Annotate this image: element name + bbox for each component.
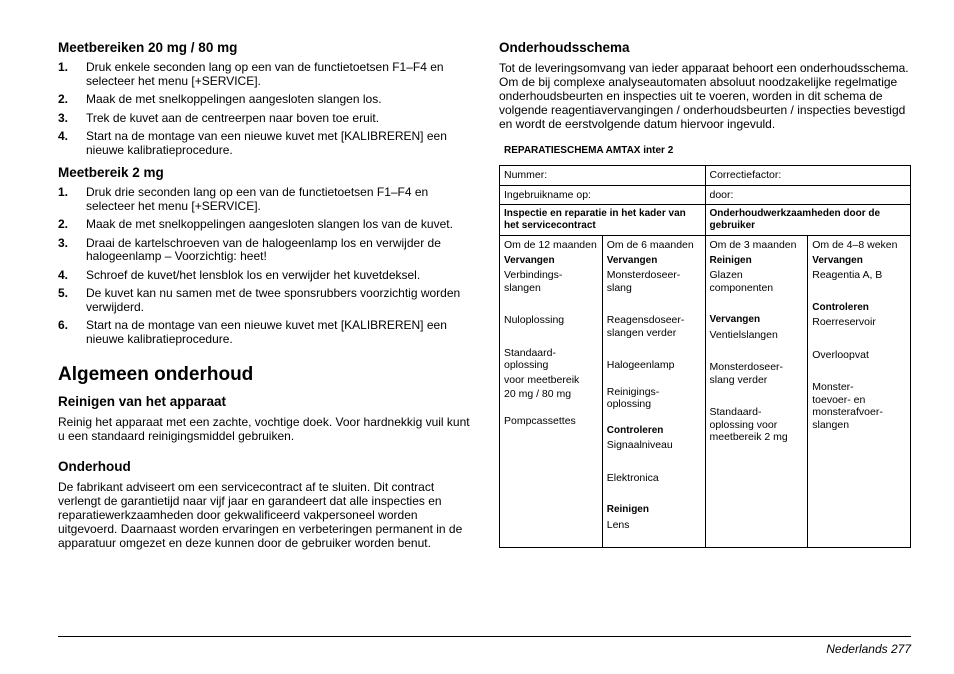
step-number: 2. bbox=[58, 92, 69, 106]
list-item bbox=[58, 287, 470, 314]
task-item: Overloopvat bbox=[812, 348, 869, 361]
task-item: Reinigings- oplossing bbox=[606, 385, 660, 410]
task-item: Halogeenlamp bbox=[606, 359, 675, 371]
step-text: Druk enkele seconden lang op een van de functietoetsen F1–F4 en selecteer het menu [+SERVICE]. bbox=[86, 60, 444, 88]
interval-label: Om de 6 maanden bbox=[606, 239, 694, 251]
task-item: 20 mg / 80 mg bbox=[504, 388, 572, 400]
steps-list-2 bbox=[58, 186, 470, 346]
task-item: Monsterdoseer- slang bbox=[606, 269, 681, 294]
table-cell: Ingebruikname op: bbox=[500, 185, 706, 205]
list-item bbox=[58, 93, 470, 107]
footer-divider bbox=[58, 636, 911, 637]
step-text: Maak de met snelkoppelingen aangesloten slangen los van de kuvet. bbox=[86, 217, 453, 231]
step-text: Druk drie seconden lang op een van de functietoetsen F1–F4 en selecteer het menu [+SERVICE]. bbox=[86, 185, 429, 213]
interval-label: Om de 4–8 weken bbox=[812, 239, 898, 251]
table-cell: Onderhoudwerkzaamheden door de gebruiker bbox=[705, 205, 911, 236]
repair-schedule-table bbox=[499, 165, 911, 548]
step-text: Trek de kuvet aan de centreerpen naar boven toe eruit. bbox=[86, 110, 380, 125]
task-item: Glazen componenten bbox=[709, 269, 774, 294]
task-item: Pompcassettes bbox=[504, 414, 576, 427]
step-number: 1. bbox=[58, 185, 69, 199]
step-number: 6. bbox=[58, 318, 69, 332]
table-cell: door: bbox=[705, 185, 911, 205]
steps-list-1 bbox=[58, 61, 470, 157]
schedule-intro: Tot de leveringsomvang van ieder apparaat behoort een onderhoudsschema. Om de bij complexe analyseautomaten absoluut noodzakelijke regelmatige onderhoudsbeurten en inspecties uit te voeren, worden in dit schema de volgende reagentiavervangingen / onderhoudsbeurten / inspecties bevestigd en wordt de eerstvolgende datum hiervoor ingevuld. bbox=[499, 61, 909, 131]
table-row bbox=[500, 236, 911, 548]
section-title-meetbereik-2mg: Meetbereik 2 mg bbox=[58, 165, 164, 180]
step-number: 3. bbox=[58, 110, 69, 125]
interval-label: Om de 3 maanden bbox=[709, 239, 797, 251]
list-item bbox=[58, 237, 470, 264]
task-category: Vervangen bbox=[606, 254, 658, 266]
step-text: Start na de montage van een nieuwe kuvet met [KALIBREREN] een nieuwe kalibratieprocedure. bbox=[86, 318, 447, 346]
task-category: Vervangen bbox=[812, 254, 863, 266]
list-item bbox=[58, 130, 470, 157]
section-title-onderhoud: Onderhoud bbox=[58, 459, 131, 474]
table-cell: Correctiefactor: bbox=[705, 166, 911, 186]
task-item: Monsterdoseer- slang verder bbox=[709, 361, 784, 386]
maintenance-text: De fabrikant adviseert om een servicecontract af te sluiten. Dit contract verlengt de garantietijd naar vijf jaar en garandeert dat alle inspecties en reparatiewerkzaamheden door gekwalificeerd vakpersoneel worden uitgevoerd. Daarnaast worden ervaringen en verbeteringen permanent in de apparatuur omgezet en deze kunnen door de gebruiker worden benut. bbox=[58, 480, 463, 550]
section-title-reinigen: Reinigen van het apparaat bbox=[58, 394, 227, 409]
task-item: Signaalniveau bbox=[606, 439, 673, 451]
table-row bbox=[500, 166, 911, 186]
task-item: Ventielslangen bbox=[709, 328, 778, 341]
task-item: Lens bbox=[606, 518, 630, 531]
cleaning-text: Reinig het apparaat met een zachte, vochtige doek. Voor hardnekkig vuil kunt u een standaard reinigingsmiddel gebruiken. bbox=[58, 415, 470, 443]
task-category: Controleren bbox=[606, 424, 664, 436]
section-title-onderhoudsschema: Onderhoudsschema bbox=[499, 40, 630, 55]
step-number: 4. bbox=[58, 129, 69, 143]
task-item: voor meetbereik bbox=[504, 373, 580, 386]
step-text: Start na de montage van een nieuwe kuvet met [KALIBREREN] een nieuwe kalibratieprocedure. bbox=[86, 129, 447, 157]
task-category: Vervangen bbox=[709, 314, 761, 325]
table-cell: Nummer: bbox=[500, 166, 706, 186]
step-number: 5. bbox=[58, 286, 69, 300]
table-row bbox=[500, 185, 911, 205]
list-item bbox=[58, 61, 470, 88]
list-item bbox=[58, 186, 470, 213]
step-number: 3. bbox=[58, 235, 69, 250]
task-category: Controleren bbox=[812, 301, 869, 313]
schedule-column bbox=[602, 236, 705, 548]
task-category: Reinigen bbox=[709, 254, 752, 266]
step-text: Schroef de kuvet/het lensblok los en verwijder het kuvetdeksel. bbox=[86, 267, 421, 282]
task-item: Nuloplossing bbox=[504, 314, 565, 326]
task-item: Monster- toevoer- en monsterafvoer- slangen bbox=[812, 381, 883, 431]
task-category: Reinigen bbox=[606, 504, 649, 515]
table-title: REPARATIESCHEMA AMTAX inter 2 bbox=[504, 145, 674, 156]
task-item: Standaard- oplossing bbox=[504, 346, 556, 371]
task-item: Standaard- oplossing voor meetbereik 2 mg bbox=[709, 406, 788, 443]
task-item: Verbindings- slangen bbox=[504, 269, 563, 294]
task-item: Elektronica bbox=[606, 471, 659, 484]
step-text: Maak de met snelkoppelingen aangesloten slangen los. bbox=[86, 92, 382, 106]
list-item bbox=[58, 112, 470, 126]
chapter-heading: Algemeen onderhoud bbox=[58, 364, 254, 385]
table-row bbox=[500, 205, 911, 236]
task-item: Roerreservoir bbox=[812, 316, 876, 328]
table-cell: Inspectie en reparatie in het kader van het servicecontract bbox=[500, 205, 706, 236]
task-item: Reagentia A, B bbox=[812, 269, 883, 281]
section-title-meetbereiken: Meetbereiken 20 mg / 80 mg bbox=[58, 40, 238, 55]
list-item bbox=[58, 269, 470, 283]
interval-label: Om de 12 maanden bbox=[504, 239, 597, 251]
page-footer: Nederlands 277 bbox=[826, 642, 911, 656]
step-number: 4. bbox=[58, 267, 69, 282]
right-column bbox=[499, 40, 911, 548]
step-number: 2. bbox=[58, 217, 69, 231]
schedule-column bbox=[500, 236, 603, 548]
list-item bbox=[58, 218, 470, 232]
list-item bbox=[58, 319, 470, 346]
step-number: 1. bbox=[58, 60, 69, 74]
step-text: Draai de kartelschroeven van de halogeenlamp los en verwijder de halogeenlamp – Voorzichtig: heet! bbox=[86, 235, 441, 263]
step-text: De kuvet kan nu samen met de twee sponsrubbers voorzichtig worden verwijderd. bbox=[86, 286, 461, 314]
schedule-column bbox=[808, 236, 911, 548]
task-item: Reagensdoseer- slangen verder bbox=[606, 314, 685, 339]
schedule-column bbox=[705, 236, 808, 548]
task-category: Vervangen bbox=[504, 254, 555, 266]
left-column bbox=[58, 40, 470, 560]
